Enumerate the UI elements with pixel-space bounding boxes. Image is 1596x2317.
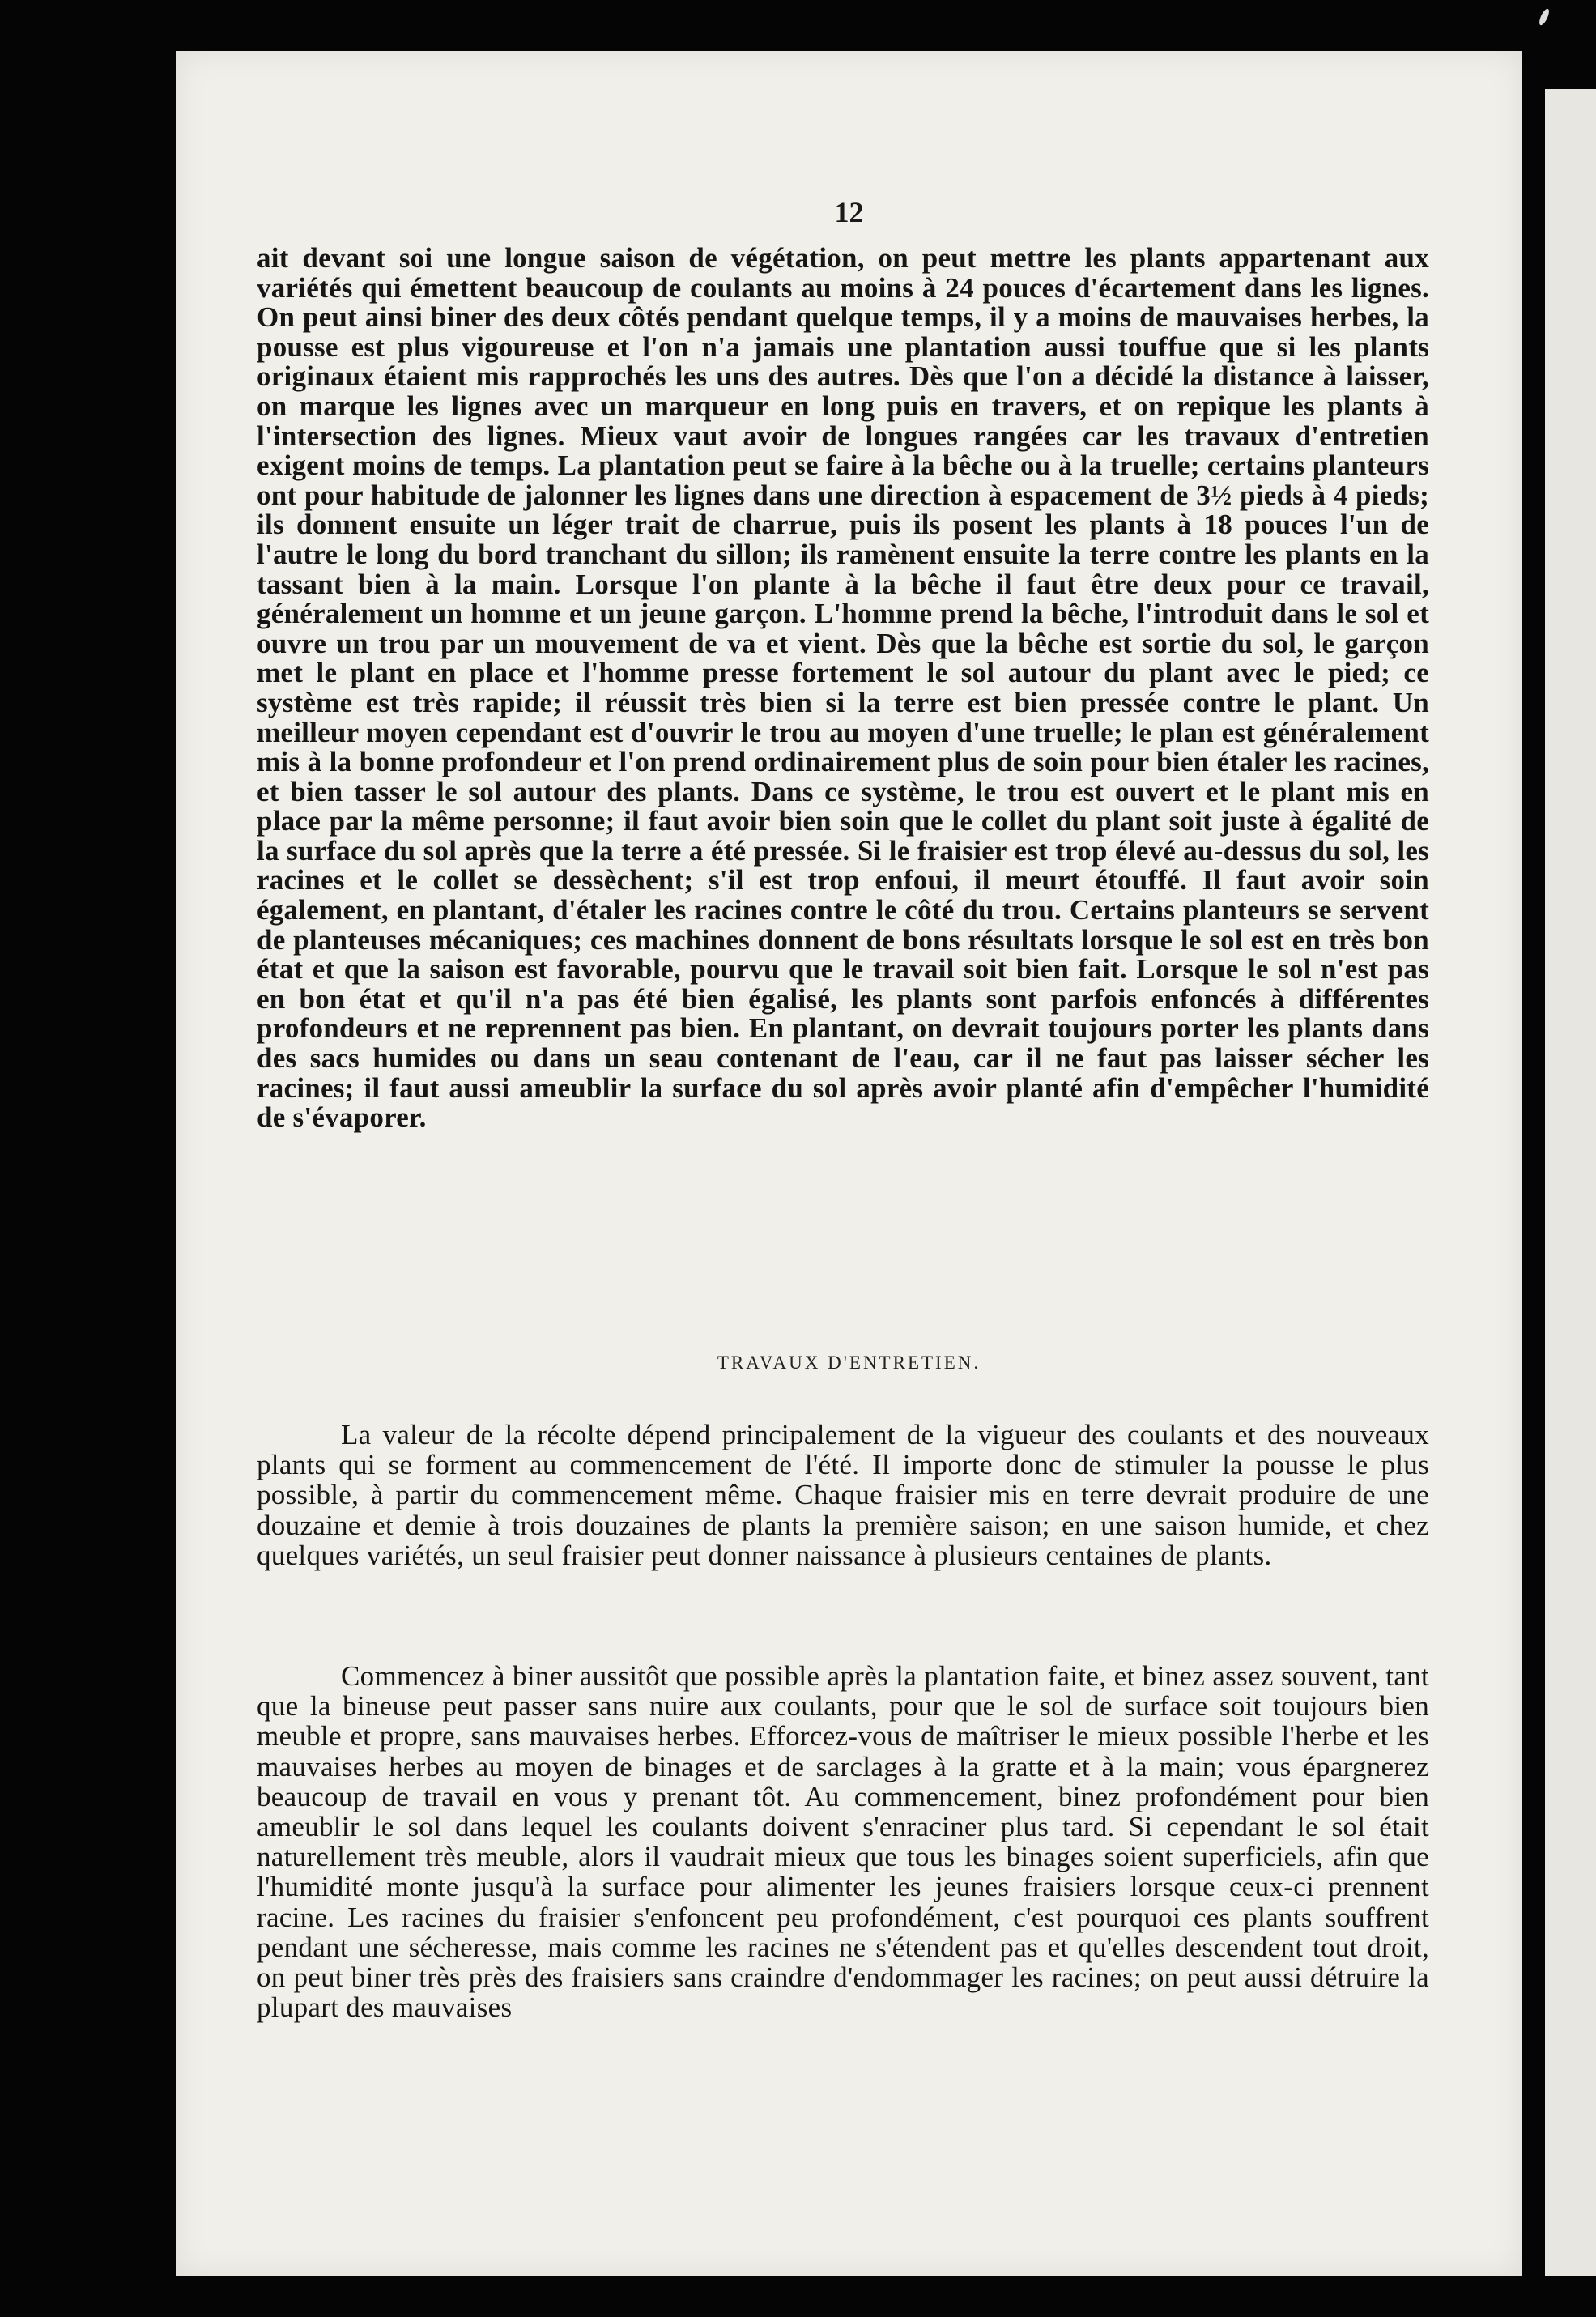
page-number: 12 <box>834 196 864 228</box>
adjacent-page-edge <box>1545 89 1596 2276</box>
paragraph-hoeing: Commencez à biner aussitôt que possible après la plantation faite, et binez assez souvent, tant que la bineuse peut passer sans nuire aux coulants, pour que le sol de surface soit toujours bien meuble et propre, sans mauvaises herbes. Efforcez-vous de maîtriser le mieux possible l'herbe et les mauvaises herbes au moyen de binages et de sarclages à la gratte et à la main; vous épargnerez beaucoup de travail en vous y prenant tôt. Au commencement, binez profondément pour bien ameublir le sol dans lequel les coulants doivent s'enraciner plus tard. Si cependant le sol était naturellement très meuble, alors il vaudrait mieux que tous les binages soient superficiels, afin que l'humidité monte jusqu'à la surface pour alimenter les jeunes fraisiers lorsque ceux-ci prennent racine. Les racines du fraisier s'enfoncent peu profondément, c'est pourquoi ces plants souffrent pendant une sécheresse, mais comme les racines ne s'étendent pas et qu'elles descendent tout droit, on peut biner très près des fraisiers sans craindre d'endommager les racines; on peut aussi détruire la plupart des mauvaises <box>257 1660 1429 2024</box>
paragraph-planting: ait devant soi une longue saison de végétation, on peut mettre les plants appartenant aux variétés qui émettent beaucoup de coulants au moins à 24 pouces d'écartement dans les lignes. On peut ainsi biner des deux côtés pendant quelque temps, il y a moins de mauvaises herbes, la pousse est plus vigoureuse et l'on n'a jamais une plantation aussi touffue que si les plants originaux étaient mis rapprochés les uns des autres. Dès que l'on a décidé la distance à laisser, on marque les lignes avec un marqueur en long puis en travers, et on repique les plants à l'intersection des lignes. Mieux vaut avoir de longues rangées car les travaux d'entretien exigent moins de temps. La plantation peut se faire à la bêche ou à la truelle; certains planteurs ont pour habitude de jalonner les lignes dans une direction à espacement de 3½ pieds à 4 pieds; ils donnent ensuite un léger trait de charrue, puis ils posent les plants à 18 pouces l'un de l'autre le long du bord tranchant du sillon; ils ramènent ensuite la terre contre les plants en la tassant bien à la main. Lorsque l'on plante à la bêche il faut être deux pour ce travail, généralement un homme et un jeune garçon. L'homme prend la bêche, l'introduit dans le sol et ouvre un trou par un mouvement de va et vient. Dès que la bêche est sortie du sol, le garçon met le plant en place et l'homme presse fortement le sol autour du plant avec le pied; ce système est très rapide; il réussit très bien si la terre est bien pressée contre le plant. Un meilleur moyen cependant est d'ouvrir le trou au moyen d'une truelle; le plan est généralement mis à la bonne profondeur et l'on prend ordinairement plus de soin pour bien étaler les racines, et bien tasser le sol autour des plants. Dans ce système, le trou est ouvert et le plant mis en place par la même personne; il faut avoir bien soin que le collet du plant soit juste à égalité de la surface du sol après que la terre a été pressée. Si le fraisier est trop élevé au-dessus du sol, les racines et le collet se dessèchent; s'il est trop enfoui, il meurt étouffé. Il faut avoir soin également, en plantant, d'étaler les racines contre le côté du trou. Certains planteurs se servent de planteuses mécaniques; ces machines donnent de bons résultats lorsque le sol est en très bon état et que la saison est favorable, pourvu que le travail soit bien fait. Lorsque le sol n'est pas en bon état et qu'il n'a pas été bien égalisé, les plants sont parfois enfoncés à différentes profondeurs et ne reprennent pas bien. En plantant, on devrait toujours porter les plants dans des sacs humides ou dans un seau contenant de l'eau, car il ne faut pas laisser sécher les racines; il faut aussi ameublir la surface du sol après avoir planté afin d'empêcher l'humidité de s'évaporer. <box>257 242 1429 1134</box>
scan-mark <box>1538 7 1551 26</box>
section-heading: TRAVAUX D'ENTRETIEN. <box>717 1352 981 1373</box>
paragraph-harvest-value: La valeur de la récolte dépend principalement de la vigueur des coulants et des nouveaux plants qui se forment au commencement de l'été. Il importe donc de stimuler la pousse le plus possible, à partir du commencement même. Chaque fraisier mis en terre devrait produire de une douzaine et demie à trois douzaines de plants la première saison; en une saison humide, et chez quelques variétés, un seul fraisier peut donner naissance à plusieurs centaines de plants. <box>257 1419 1429 1571</box>
document-page <box>176 51 1522 2276</box>
